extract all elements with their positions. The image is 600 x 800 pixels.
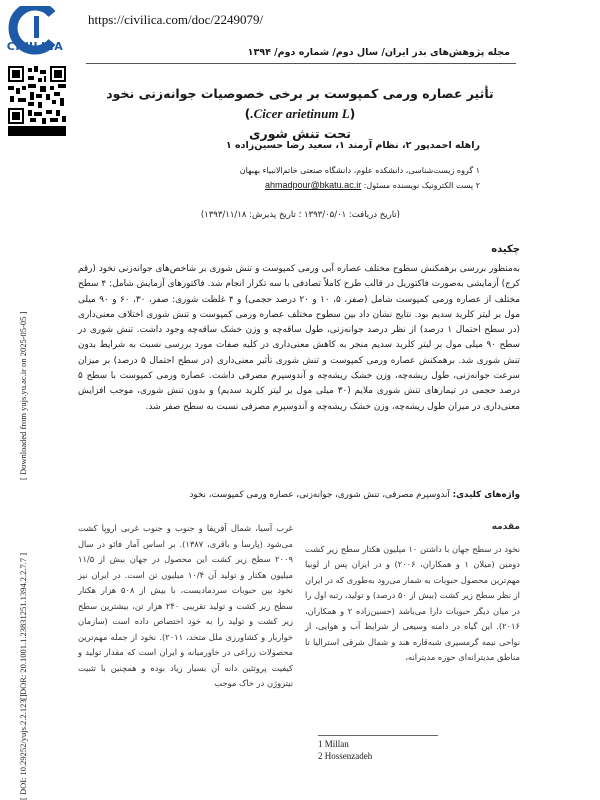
intro-left-column: غرب آسیا، شمال آفریقا و جنوب و جنوب غربی اروپا کشت می‌شود (پارسا و باقری، ۱۳۸۷). بر اساس آمار فائو در سال ۲۰۰۹ سطح زیر کشت این محصول در جهان بیش از ۱۱/۵ میلیون هکتار و تولید آن ۱۰/۴ میلیون تن است. در ایران نیز نخود بین حبوبات سردمادیست، با بیش از ۵۰۸ هزار هکتار سطح زیر کشت و تولید تقریبی ۲۴۰ هزار تن، بیشترین سطح زیر کشت و تولید را به خود اختصاص داده است (سازمان خواربار و کشاورزی ملل متحد، ۲۰۱۱). نخود از جمله مهم‌ترین محصولات زراعی در خاورمیانه و ایران است که مقدار تولید و کیفیت پروتئین دانه آن بسیار زیاد بوده و همچنین با تثبیت نیتروژن در خاک موجب [78,523,293,688]
affiliation-2 [240,178,480,193]
title-line-2: تحت تنش شوری [249,126,351,141]
article-title [90,84,510,144]
keywords [78,490,520,500]
footnotes [318,738,372,762]
civilica-logo-icon [6,6,66,66]
footnote-2: 2 Hossenzadeh [318,751,373,761]
download-stamp: [ Downloaded from yujs.yu.ac.ir on 2025-05-05 ] [18,311,28,480]
article-dates: (تاریخ دریافت: ۱۳۹۳/۰۵/۰۱ ؛ تاریخ پذیرش: ۱۳۹۳/۱۱/۱۸) [200,210,400,220]
qr-code-icon [8,66,66,136]
affiliation-1: ۱ گروه زیست‌شناسی، دانشکده علوم، دانشگاه صنعتی خاتم‌الانبیاء بهبهان [239,166,480,175]
intro-right-text: نخود در سطح جهان با داشتن ۱۰ میلیون هکتار سطح زیر کشت دومین (میلان ۱ و همکاران، ۲۰۰۶) و در ایران پس از لوبیا مهم‌ترین محصول حبوبات به شمار می‌رود به‌طوری که در ایران از نظر سطح زیر کشت (بیش از ۵۰ درصد) و تولید، رتبه اول را در میان دیگر حبوبات دارا می‌باشد (حسین‌زاده ۲ و همکاران، ۲۰۱۶). این گیاه در دامنه وسیعی از شرایط آب و هوایی، از نواحی نیمه گرمسیری شبه‌قاره هند و شمال شرقی استرالیا تا مناطق مدیترانه‌ای حوزه مدیترانه، [305,543,521,662]
intro-heading: مقدمه [491,522,520,532]
keywords-list: آندوسپرم مصرفی، تنش شوری، جوانه‌زنی، عصاره ورمی کمپوست، نخود [189,490,450,500]
footnote-1: 1 Millan [318,739,349,749]
title-part-1: تأثیر عصاره ورمی کمپوست بر برخی خصوصیات جوانه‌زنی نخود ( [106,86,494,121]
email-label: ۲ پست الکترونیک نویسنده مسئول: [363,181,480,190]
title-part-2: ) [244,106,251,121]
footnote-divider [318,735,438,736]
doi-stamp: [ DOI: 10.29252/yujs.2.2.123 ] [18,694,28,800]
abstract-body: به‌منظور بررسی برهمکنش سطوح مختلف عصاره آبی ورمی کمپوست و تنش شوری بر شاخص‌های جوانه‌زنی نخود (رقم کرج) آزمایشی به‌صورت فاکتوریل در قالب طرح کاملاً تصادفی با سه تکرار انجام شد. فاکتورهای آزمایش شامل: ۴ سطح مختلف از عصاره ورمی کمپوست شامل (صفر، ۵، ۱۰ و ۲۰ درصد حجمی) و ۴ غلظت شوری: صفر، ۳۰، ۶۰ و ۹۰ میلی مول بر لیتر کلرید سدیم بود. نتایج نشان داد بین سطوح مختلف عصاره ورمی کمپوست و تنش شوری اختلاف معنی‌داری (در سطح احتمال ۱ درصد) از نظر درصد جوانه‌زنی، طول ساقه‌چه و وزن خشک ساقه‌چه وجود داشت. تنش شوری در سطح ۹۰ میلی مول بر لیتر کلرید سدیم منجر به کاهش معنی‌داری در کلیه صفات مورد بررسی نسبت به شرایط بدون تنش شوری شد. برهمکنش عصاره ورمی کمپوست و تنش شوری تأثیر معنی‌داری (در سطح احتمال ۵ درصد) بر میزان سرعت جوانه‌زنی، طول ریشه‌چه، وزن خشک ریشه‌چه و آندوسپرم مصرفی داشت. عصاره ورمی کمپوست با سطح ۵ درصد حجمی در تیمارهای تنش شوری ملایم (۳۰ میلی مول بر لیتر کلرید سدیم) و بدون تنش شوری، موجب افزایش معنی‌داری در میزان طول ریشه‌چه، وزن خشک ریشه‌چه و آندوسپرم مصرفی نسبت به سطح صفر شد. [78,264,521,412]
title-scientific-name: Cicer arietinum L. [250,106,350,121]
dor-stamp: [ DOR: 20.1001.1.23831251.1394.2.2.7.7 ] [18,552,28,700]
authors: راهله احمدپور ۲، نظام آرمند ۱، سعید رضا حسین‌زاده ۱ [225,140,480,151]
abstract-heading: چکیده [491,244,520,255]
author-email-link[interactable]: ahmadpour@bkatu.ac.ir [265,180,362,190]
header-divider [86,63,516,64]
document-url[interactable]: https://civilica.com/doc/2249079/ [88,12,264,27]
journal-line: مجله پژوهش‌های بذر ایران/ سال دوم/ شماره دوم/ ۱۳۹۴ [247,47,510,58]
keywords-label: واژه‌های کلیدی: [452,490,520,500]
intro-right-column [305,520,520,666]
logo-text: CIVILICA [6,40,64,53]
affiliations [240,164,480,193]
